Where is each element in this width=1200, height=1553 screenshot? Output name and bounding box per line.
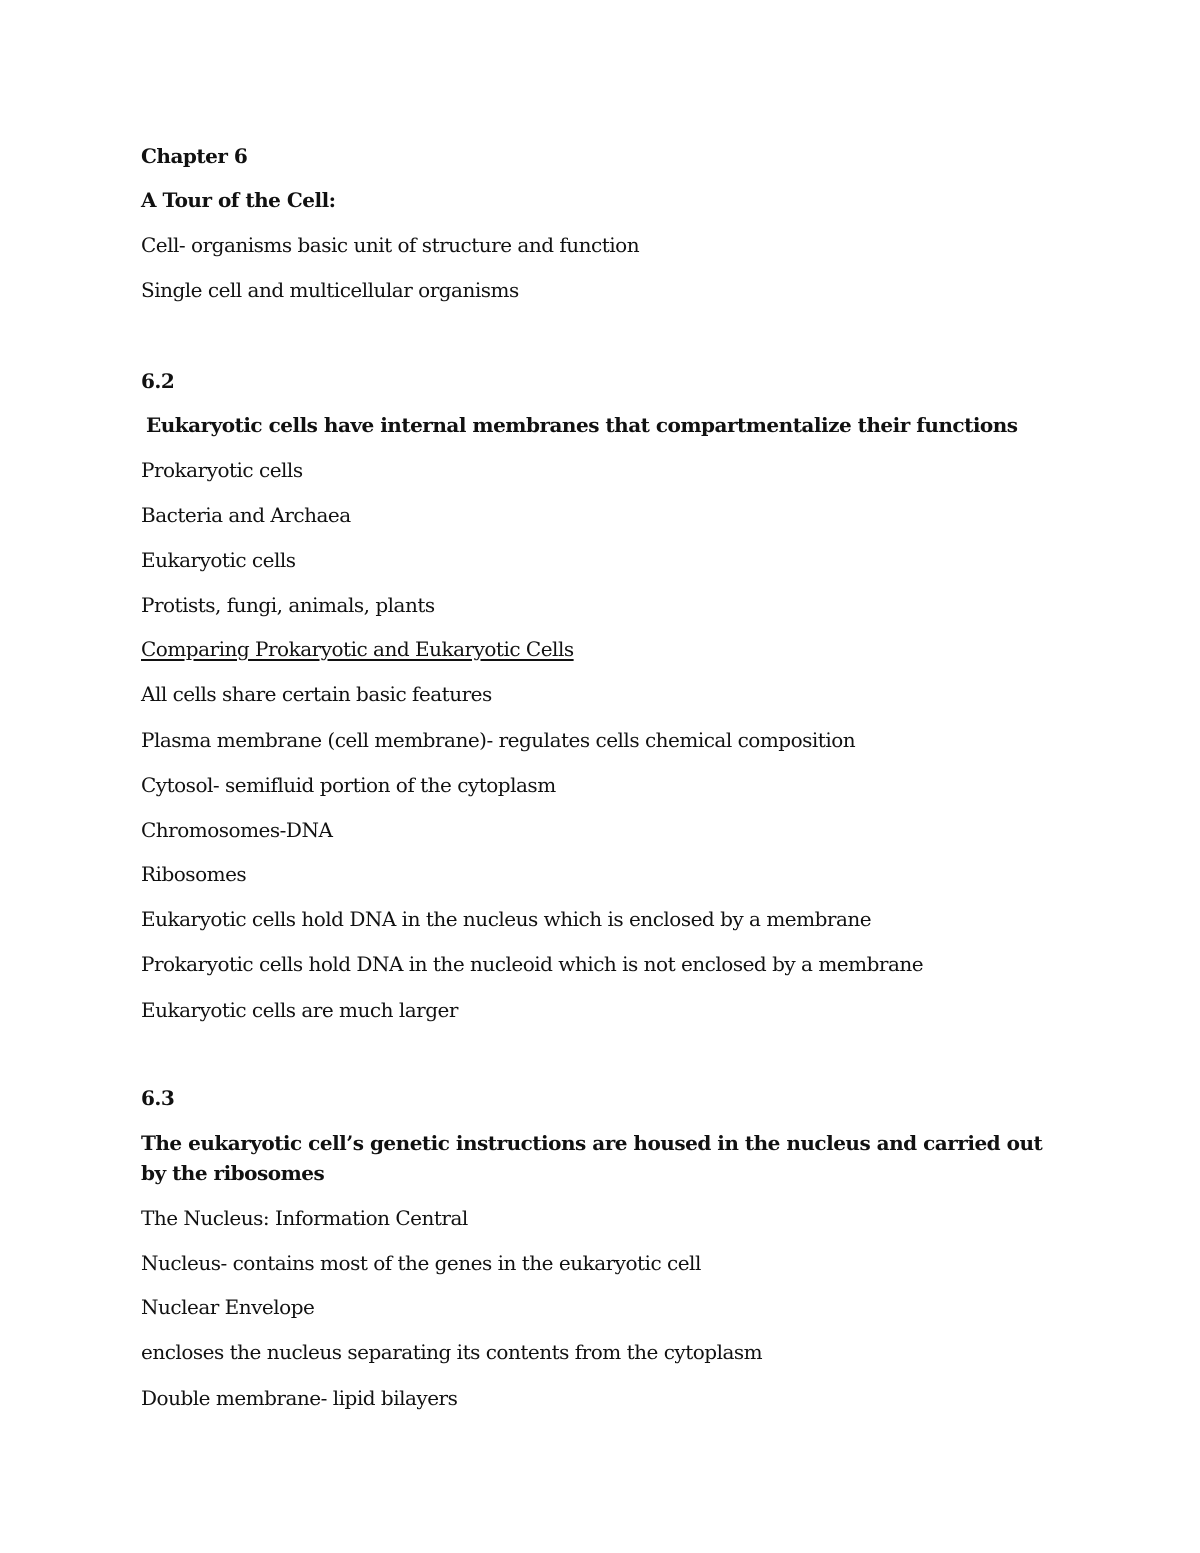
text-line: Ribosomes: [141, 862, 247, 886]
text-line: Eukaryotic cells: [141, 548, 296, 572]
text-line: Nucleus- contains most of the genes in the eukaryotic cell: [141, 1251, 701, 1275]
text-line: Cell- organisms basic unit of structure and function: [141, 233, 640, 257]
text-line: Cytosol- semifluid portion of the cytoplasm: [141, 773, 556, 797]
text-line: Eukaryotic cells are much larger: [141, 998, 458, 1022]
text-line: encloses the nucleus separating its contents from the cytoplasm: [141, 1340, 763, 1364]
text-line: Bacteria and Archaea: [141, 503, 351, 527]
section-number: 6.3: [141, 1086, 175, 1110]
text-line: Prokaryotic cells hold DNA in the nucleoid which is not enclosed by a membrane: [141, 952, 924, 976]
text-line: Eukaryotic cells hold DNA in the nucleus which is enclosed by a membrane: [141, 907, 872, 931]
text-line: Protists, fungi, animals, plants: [141, 593, 435, 617]
chapter-title: Chapter 6: [141, 144, 248, 168]
subheading: Comparing Prokaryotic and Eukaryotic Cells: [141, 637, 574, 661]
text-line: Nuclear Envelope: [141, 1295, 315, 1319]
text-line: Double membrane- lipid bilayers: [141, 1386, 458, 1410]
text-line: Prokaryotic cells: [141, 458, 303, 482]
text-line: The Nucleus: Information Central: [141, 1206, 468, 1230]
chapter-subtitle: A Tour of the Cell:: [141, 188, 336, 212]
section-number: 6.2: [141, 369, 175, 393]
text-line: Single cell and multicellular organisms: [141, 278, 519, 302]
text-line: Plasma membrane (cell membrane)- regulates cells chemical composition: [141, 728, 856, 752]
text-line: All cells share certain basic features: [141, 682, 492, 706]
text-line: Chromosomes-DNA: [141, 818, 333, 842]
section-heading: The eukaryotic cell’s genetic instructions are housed in the nucleus and carried out by the ribosomes: [141, 1131, 1043, 1185]
section-heading: Eukaryotic cells have internal membranes that compartmentalize their functions: [146, 413, 1018, 437]
